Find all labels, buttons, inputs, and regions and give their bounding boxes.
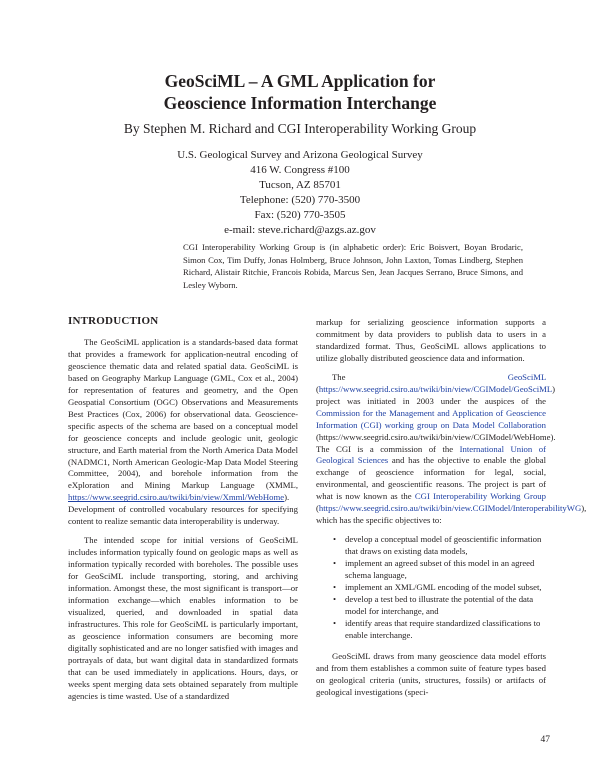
list-item: • implement an XML/GML encoding of the model subset, xyxy=(333,582,542,593)
affiliation-line: Telephone: (520) 770-3500 xyxy=(239,194,361,206)
objectives-list xyxy=(316,534,546,642)
byline: By Stephen M. Richard and CGI Interoperability Working Group xyxy=(123,121,477,136)
affiliation-line: Tucson, AZ 85701 xyxy=(259,179,341,191)
bullet-icon: • xyxy=(333,582,337,593)
title-line-2: Geoscience Information Interchange xyxy=(163,93,437,113)
affiliation-line: Fax: (520) 770-3505 xyxy=(254,209,346,221)
geosciml-url-link[interactable]: https://www.seegrid.csiro.au/twiki/bin/view/CGIModel/GeoSciML xyxy=(318,383,553,394)
intro-paragraph-3: markup for serializing geoscience information supports a commitment by data providers to publish data to users in a standardized format. Thus, GeoSciML allows applications to utilize globally distributed geoscience data and information. xyxy=(316,317,546,363)
intro-paragraph-1: The GeoSciML application is a standards-based data format that provides a framework for application-neutral encoding of geoscience thematic data and related spatial data. GeoSciML is based on Geography Markup Language (GML, Cox et al., 2004) for representation of features and geometry, and the Open Geospatial Consortium (OGC) Observations and Measurements Best Practices (Cox, 2006) for observational data. Geoscience-specific aspects of the schema are based on a conceptual model for geoscience concepts and include geologic unit, geologic structure, and Earth material from the North America Data Model (NADMC1, North American Geologic-Map Data Model Steering Committee, 2004), and borehole information from the eXploration and Mining Markup Language (XMML, https://www.seegrid.csiro.au/twiki/bin/view/Xmml/WebHome). Development of controlled vocabulary resources for specifying content to realize semantic data interoperability is underway. xyxy=(68,337,298,527)
intro-paragraph-2: The intended scope for initial versions of GeoSciML includes information typically found on geologic maps as well as information typically recorded with boreholes. The possible uses for GeoSciML include transporting, storing, and archiving information. Amongst these, the most significant is transport—or information exchange—which enables information to be visualized, queried, and downloaded in spatial data infrastructures. This role for GeoSciML is particularly important, as geoscience information consumers are becoming more digitally sophisticated and are no longer satisfied with images and portrayals of data, but want digital data in standardized formats that can be used immediately in applications. Hours, days, or weeks spent merging data sets obtained separately from multiple agencies is time wasted. Use of a standardized xyxy=(68,535,298,701)
affiliation-email: e-mail: steve.richard@azgs.az.gov xyxy=(224,224,376,236)
bullet-icon: • xyxy=(333,558,337,569)
working-group-members: CGI Interoperability Working Group is (in alphabetic order): Eric Boisvert, Boyan Brodaric, Simon Cox, Tim Duffy, Jonas Holmberg, Bruce Johnson, John Laxton, Tomas Lindberg, Stephen Richard, Alistair Ritchie, Francois Robida, Marcus Sen, Jean Jacques Serrano, Bruce Simons, and Lesley Wyborn. xyxy=(183,242,523,291)
iugs-link[interactable]: International Union of Geological Sciences xyxy=(316,443,546,466)
list-item: • develop a conceptual model of geoscientific information that draws on existing data models, xyxy=(333,534,542,557)
section-heading-introduction: INTRODUCTION xyxy=(68,315,159,327)
cgi-commission-link[interactable]: Commission for the Management and Application of Geoscience Information (CGI) working group on Data Model Collaboration xyxy=(316,407,546,430)
paper-title xyxy=(0,70,600,114)
interoperability-wg-url-link[interactable]: https://www.seegrid.csiro.au/twiki/bin/view.CGIModel/InteroperabilityWG xyxy=(318,503,582,514)
left-column xyxy=(68,337,298,703)
bullet-icon: • xyxy=(333,593,337,604)
list-item: • implement an agreed subset of this model in an agreed schema language, xyxy=(333,558,535,581)
intro-paragraph-5: GeoSciML draws from many geoscience data model efforts and from them establishes a common suite of feature types based on geological criteria (units, structures, fossils) or artifacts of geological investigations (speci- xyxy=(316,650,546,697)
right-column xyxy=(316,317,587,699)
affiliation-line: 416 W. Congress #100 xyxy=(250,164,350,176)
intro-paragraph-4: The GeoSciML (https://www.seegrid.csiro.au/twiki/bin/view/CGIModel/GeoSciML) project was initiated in 2003 under the auspices of the Commission for the Management and Application of Geoscience Information (CGI) working group on Data Model Collaboration (https://www.seegrid.csiro.au/twiki/bin/view/CGIModel/WebHome). The CGI is a commission of the International Union of Geological Sciences and has the objective to enable the global exchange of geoscience information for legal, social, environmental, and geoscientific reasons. The project is part of what is now known as the CGI Interoperability Working Group (https://www.seegrid.csiro.au/twiki/bin/view.CGIModel/InteroperabilityWG), which has the specific objectives to: xyxy=(316,371,587,526)
title-line-1: GeoSciML – A GML Application for xyxy=(164,71,436,91)
affiliation-line: U.S. Geological Survey and Arizona Geological Survey xyxy=(177,149,423,161)
xmml-link[interactable]: https://www.seegrid.csiro.au/twiki/bin/view/Xmml/WebHome xyxy=(68,492,285,503)
affiliation-block xyxy=(0,148,600,238)
geosciml-link[interactable]: GeoSciML xyxy=(507,371,546,382)
bullet-icon: • xyxy=(333,534,337,545)
list-item: • identify areas that require standardized classifications to enable interchange. xyxy=(333,617,541,640)
page-number: 47 xyxy=(540,735,550,745)
list-item: • develop a test bed to illustrate the potential of the data model for interchange, and xyxy=(333,593,534,616)
interoperability-wg-link[interactable]: CGI Interoperability Working Group xyxy=(414,491,546,502)
bullet-icon: • xyxy=(333,617,337,628)
